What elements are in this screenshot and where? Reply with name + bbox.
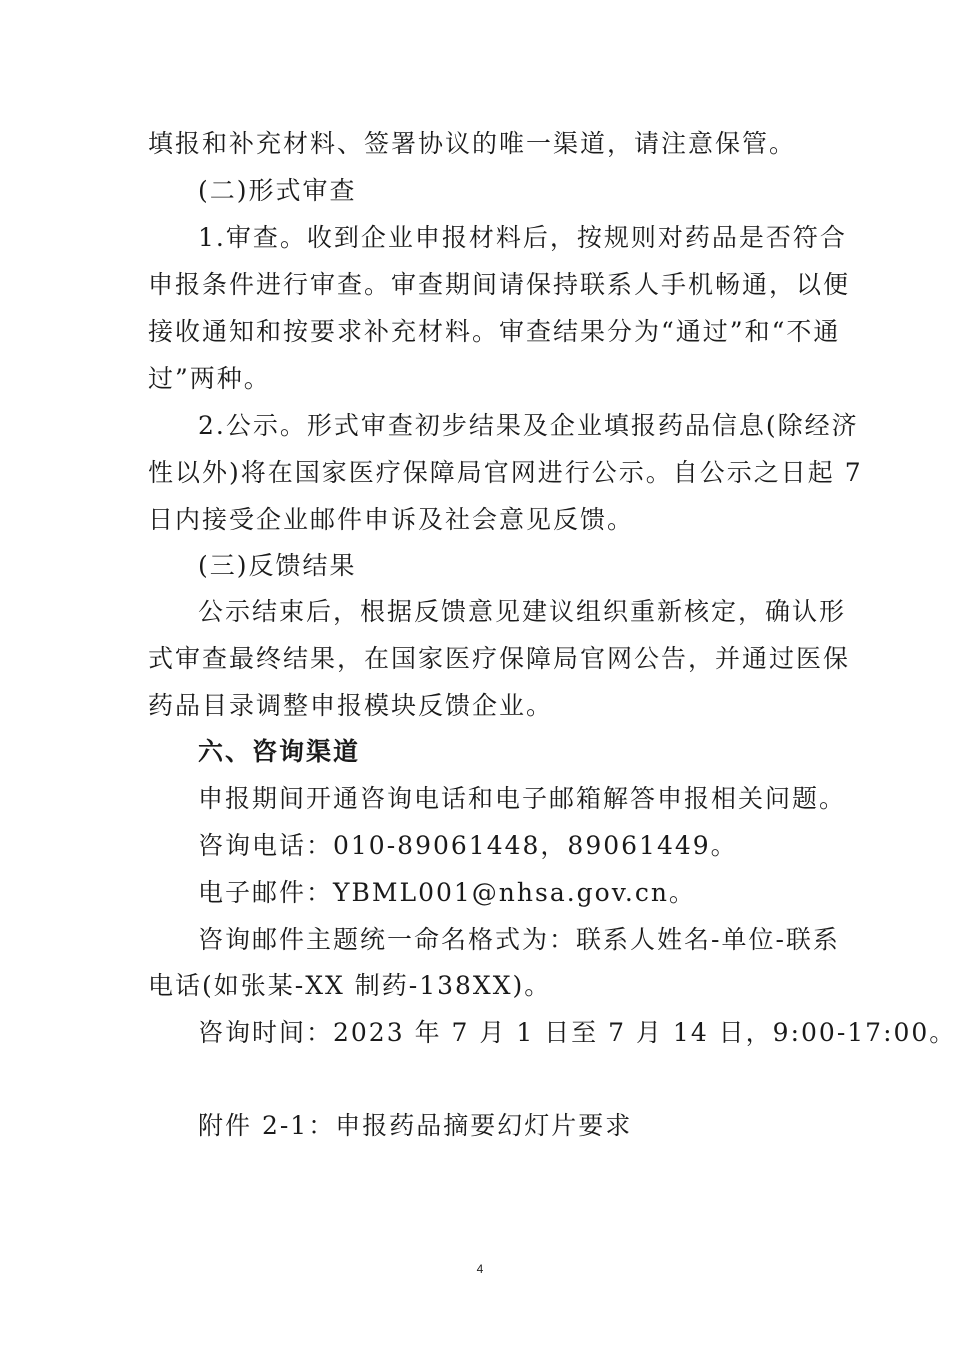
consultation-email: 电子邮件：YBML001@nhsa.gov.cn。 bbox=[198, 878, 696, 907]
body-text-line: 申报期间开通咨询电话和电子邮箱解答申报相关问题。 bbox=[198, 784, 847, 813]
body-text-line: 咨询邮件主题统一命名格式为：联系人姓名-单位-联系 bbox=[198, 925, 840, 954]
body-text-line: 申报条件进行审查。审查期间请保持联系人手机畅通，以便 bbox=[148, 270, 851, 299]
section-heading-feedback-results: (三)反馈结果 bbox=[198, 551, 357, 580]
attachment-reference: 附件 2-1：申报药品摘要幻灯片要求 bbox=[198, 1111, 633, 1140]
page-number: 4 bbox=[476, 1262, 484, 1276]
consultation-phone: 咨询电话：010-89061448，89061449。 bbox=[198, 831, 738, 860]
body-text-line: 电话(如张某-XX 制药-138XX)。 bbox=[148, 971, 552, 1000]
body-text-line: 公示结束后，根据反馈意见建议组织重新核定，确认形 bbox=[198, 597, 847, 626]
body-text-line: 接收通知和按要求补充材料。审查结果分为“通过”和“不通 bbox=[148, 317, 841, 346]
consultation-time: 咨询时间：2023 年 7 月 1 日至 7 月 14 日，9:00-17:00。 bbox=[198, 1018, 957, 1047]
body-text-line: 过”两种。 bbox=[148, 364, 271, 393]
body-text-line: 性以外)将在国家医疗保障局官网进行公示。自公示之日起 7 bbox=[148, 458, 863, 487]
section-heading-formal-review: (二)形式审查 bbox=[198, 176, 357, 205]
body-text-line: 日内接受企业邮件申诉及社会意见反馈。 bbox=[148, 505, 635, 534]
section-heading-consultation-channels: 六、咨询渠道 bbox=[198, 737, 361, 766]
body-text-line: 填报和补充材料、签署协议的唯一渠道，请注意保管。 bbox=[148, 129, 797, 158]
body-text-line: 1.审查。收到企业申报材料后，按规则对药品是否符合 bbox=[198, 223, 847, 252]
body-text-line: 2.公示。形式审查初步结果及企业填报药品信息(除经济 bbox=[198, 411, 859, 440]
body-text-line: 式审查最终结果，在国家医疗保障局官网公告，并通过医保 bbox=[148, 644, 851, 673]
body-text-line: 药品目录调整申报模块反馈企业。 bbox=[148, 691, 554, 720]
